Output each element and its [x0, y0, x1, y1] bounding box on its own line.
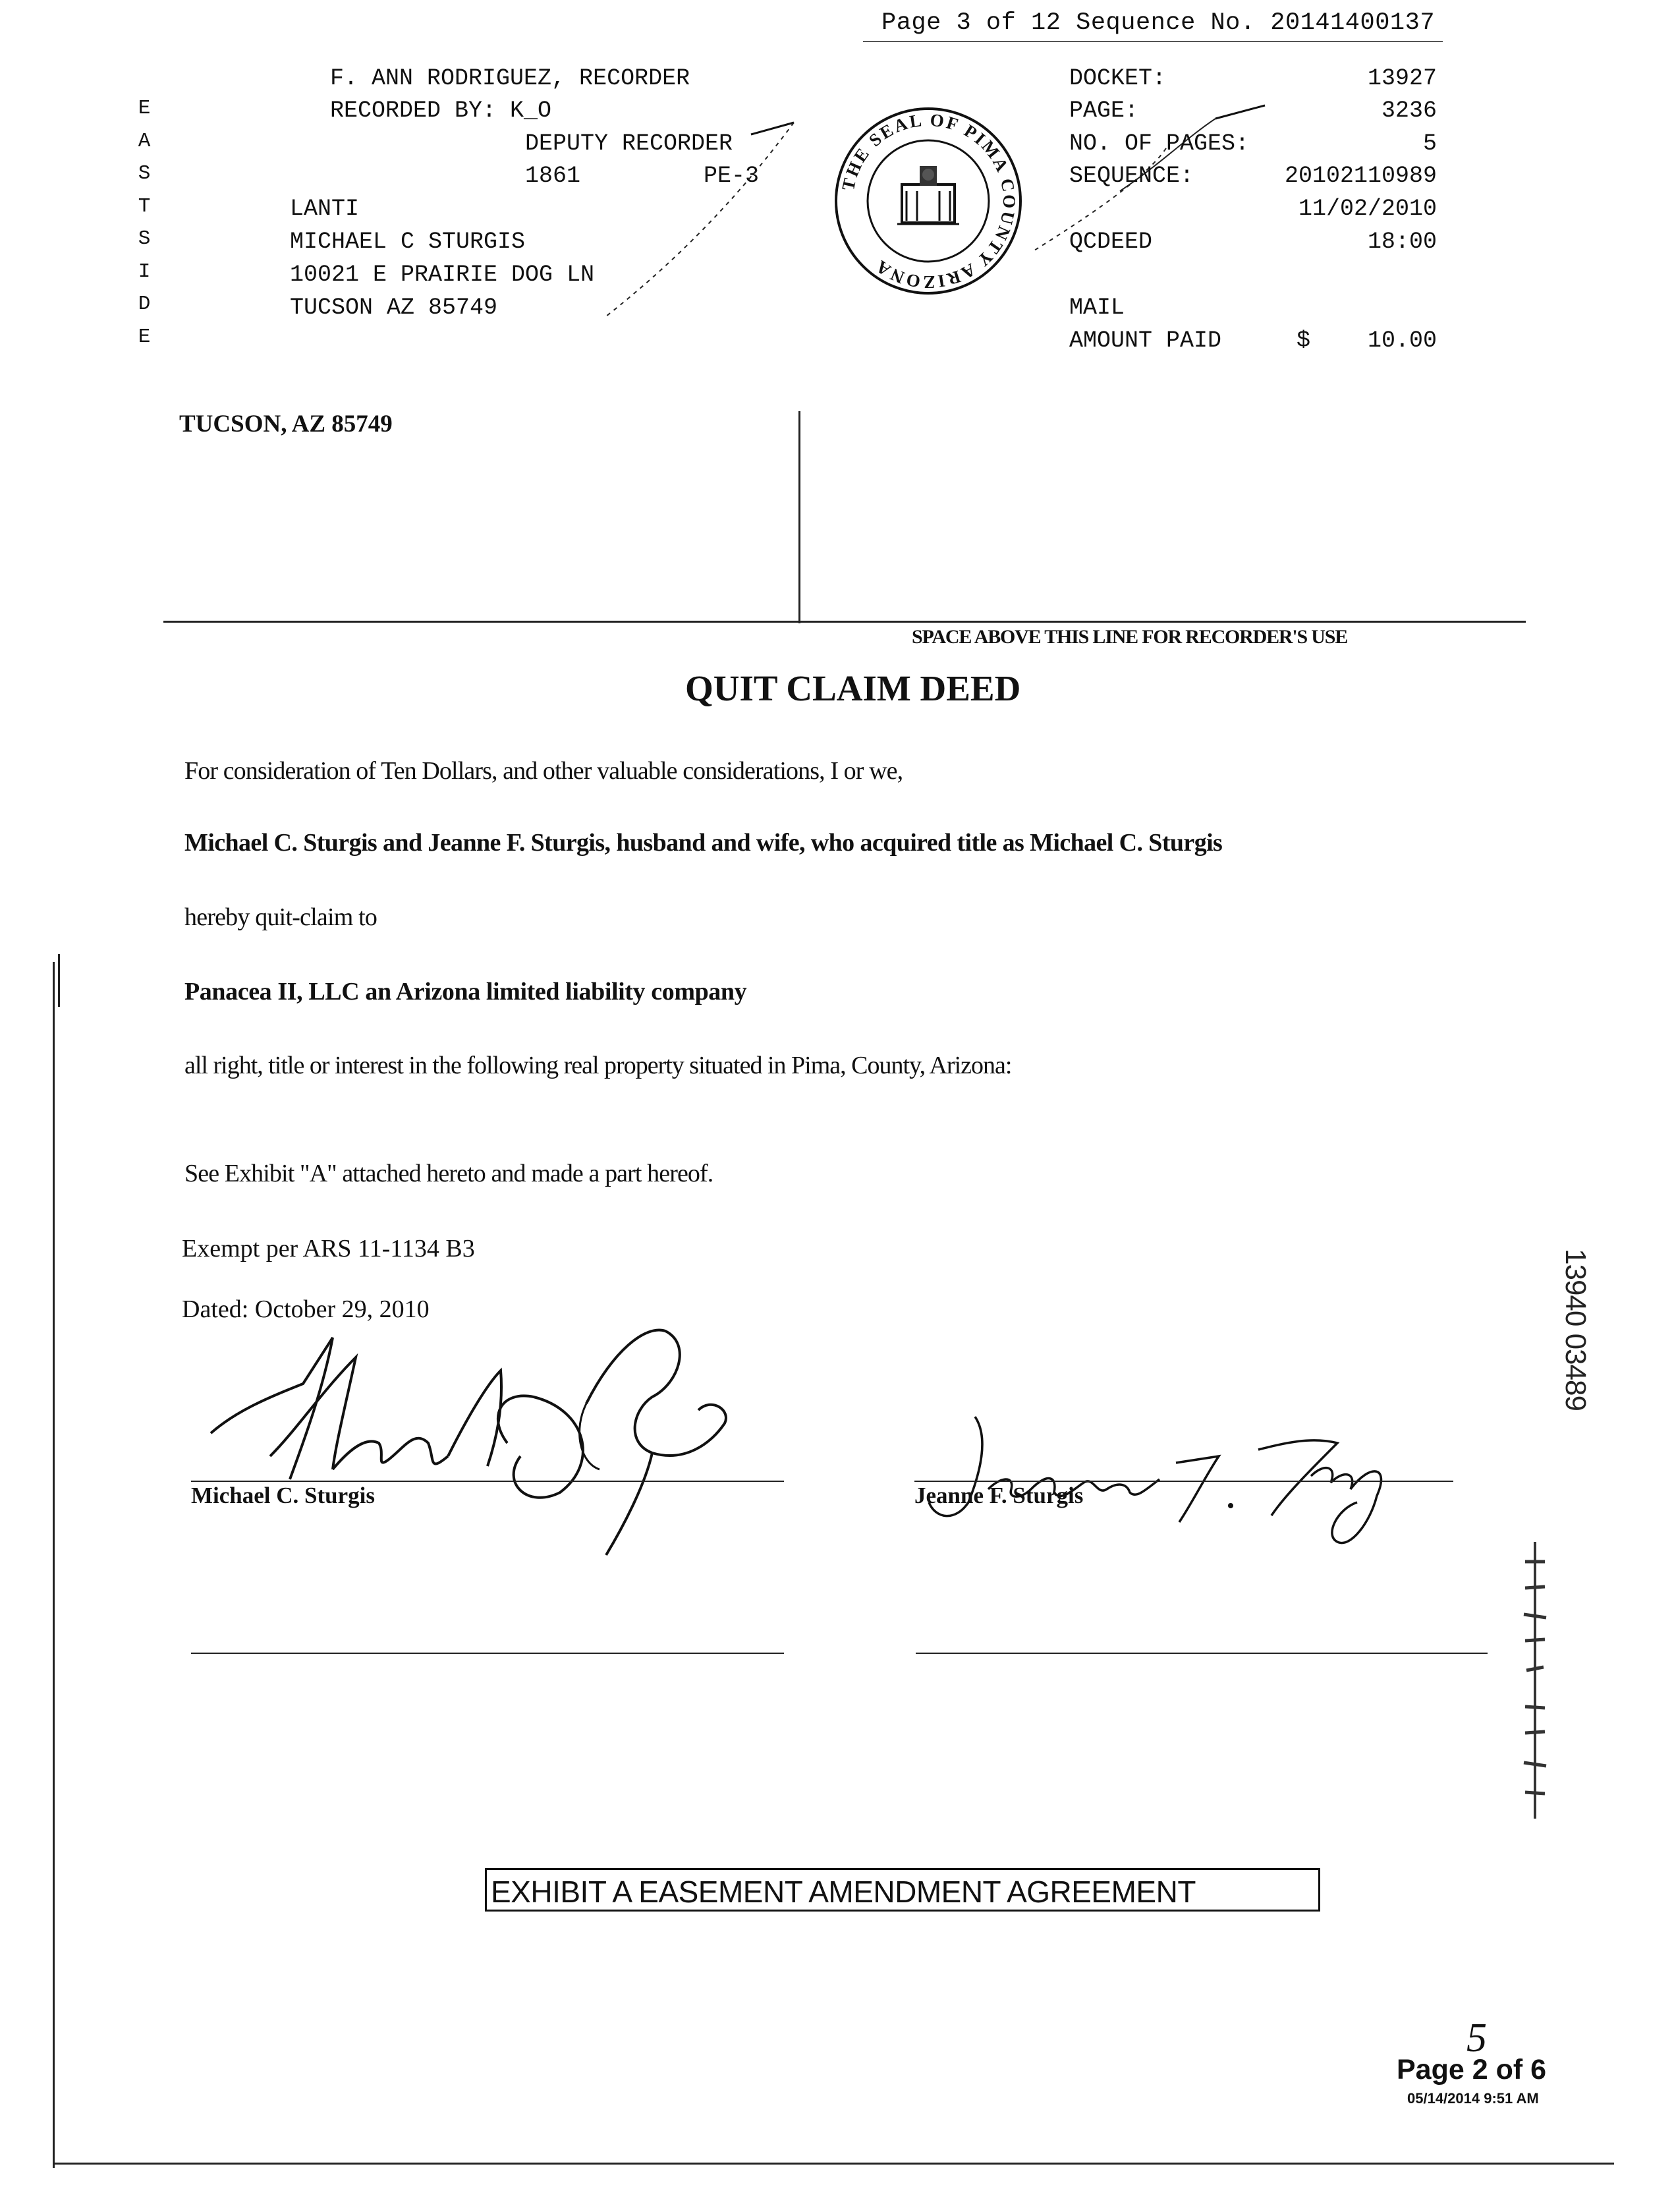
exhibit-a-label: EXHIBIT A EASEMENT AMENDMENT AGREEMENT — [491, 1875, 1196, 1909]
scan-edge-bottom — [53, 2163, 1614, 2165]
side-letter: E — [138, 325, 151, 349]
deed-title: QUIT CLAIM DEED — [685, 668, 1021, 708]
deputy-recorder: DEPUTY RECORDER — [525, 130, 733, 157]
footer-timestamp: 05/14/2014 9:51 AM — [1407, 2090, 1539, 2107]
sequence-value: 20102110989 — [1284, 163, 1437, 189]
doc-type: QCDEED — [1069, 229, 1153, 255]
deputy-number: 1861 — [525, 163, 581, 189]
signature-jeanne — [916, 1390, 1443, 1562]
grantors-text: Michael C. Sturgis and Jeanne F. Sturgis, husband and wife, who acquired title as Michael C. Sturgis — [184, 829, 1223, 857]
amount-value: 10.00 — [1367, 327, 1437, 354]
handwritten-page-number: 5 — [1466, 2016, 1487, 2060]
record-date: 11/02/2010 — [1298, 196, 1437, 222]
exemption-text: Exempt per ARS 11-1134 B3 — [182, 1235, 475, 1262]
signature-line-1 — [191, 1481, 784, 1482]
recorded-by: RECORDED BY: K_O — [330, 98, 552, 124]
signer-2-name: Jeanne F. Sturgis — [914, 1483, 1084, 1508]
return-label: LANTI — [290, 196, 360, 222]
signer-1-name: Michael C. Sturgis — [191, 1483, 376, 1508]
blank-signature-line-2 — [916, 1653, 1488, 1654]
side-letter: S — [138, 227, 151, 250]
amount-label: AMOUNT PAID — [1069, 327, 1222, 354]
amount-currency: $ — [1297, 327, 1311, 354]
side-letter: A — [138, 129, 151, 153]
seal-text: THE SEAL OF PIMA COUNTY ARIZONA — [837, 109, 1020, 293]
page-value: 3236 — [1381, 98, 1437, 124]
grantee-text: Panacea II, LLC an Arizona limited liability company — [184, 978, 747, 1006]
exhibit-a-box — [485, 1868, 1320, 1912]
return-street: 10021 E PRAIRIE DOG LN — [290, 262, 595, 288]
recorder-space-line — [163, 621, 1526, 623]
side-letter: T — [138, 194, 151, 218]
margin-mark — [58, 954, 60, 1007]
recorder-name: F. ANN RODRIGUEZ, RECORDER — [330, 65, 690, 92]
side-letter: D — [138, 293, 151, 316]
return-city: TUCSON AZ 85749 — [290, 295, 498, 321]
interest-text: all right, title or interest in the following real property situated in Pima, County, Arizona: — [184, 1052, 1012, 1079]
num-pages-label: NO. OF PAGES: — [1069, 130, 1250, 157]
vertical-docket-stamp: 13940 03489 — [1559, 1249, 1592, 1411]
dated-text: Dated: October 29, 2010 — [182, 1295, 430, 1323]
recorder-use-note: SPACE ABOVE THIS LINE FOR RECORDER'S USE — [912, 626, 1348, 648]
signature-michael — [191, 1311, 784, 1562]
side-letter: I — [138, 260, 151, 283]
side-letter: S — [138, 162, 151, 185]
scan-edge-left — [53, 962, 55, 2168]
signature-line-2 — [914, 1481, 1453, 1482]
return-name: MICHAEL C STURGIS — [290, 229, 526, 255]
record-time: 18:00 — [1367, 229, 1437, 255]
svg-text:THE SEAL OF PIMA COUNTY ARIZON — [838, 110, 1019, 293]
sequence-label: SEQUENCE: — [1069, 163, 1194, 189]
pima-county-seal — [833, 105, 1024, 297]
blank-signature-line-1 — [191, 1653, 784, 1654]
quitclaim-text: hereby quit-claim to — [184, 903, 377, 931]
mail-label: MAIL — [1069, 295, 1125, 321]
exhibit-reference: See Exhibit "A" attached hereto and made a part hereof. — [184, 1160, 713, 1187]
side-letter: E — [138, 97, 151, 120]
consideration-text: For consideration of Ten Dollars, and other valuable considerations, I or we, — [184, 757, 903, 785]
margin-scribble — [1512, 1535, 1558, 1825]
docket-value: 13927 — [1367, 65, 1437, 92]
docket-label: DOCKET: — [1069, 65, 1167, 92]
address-city-line: TUCSON, AZ 85749 — [179, 411, 393, 438]
pe-code: PE-3 — [704, 163, 760, 189]
page-sequence-header: Page 3 of 12 Sequence No. 20141400137 — [881, 9, 1436, 37]
address-box-divider — [798, 411, 800, 623]
num-pages-value: 5 — [1422, 130, 1437, 157]
page-counter: Page 2 of 6 — [1397, 2054, 1547, 2085]
page-label: PAGE: — [1069, 98, 1139, 124]
